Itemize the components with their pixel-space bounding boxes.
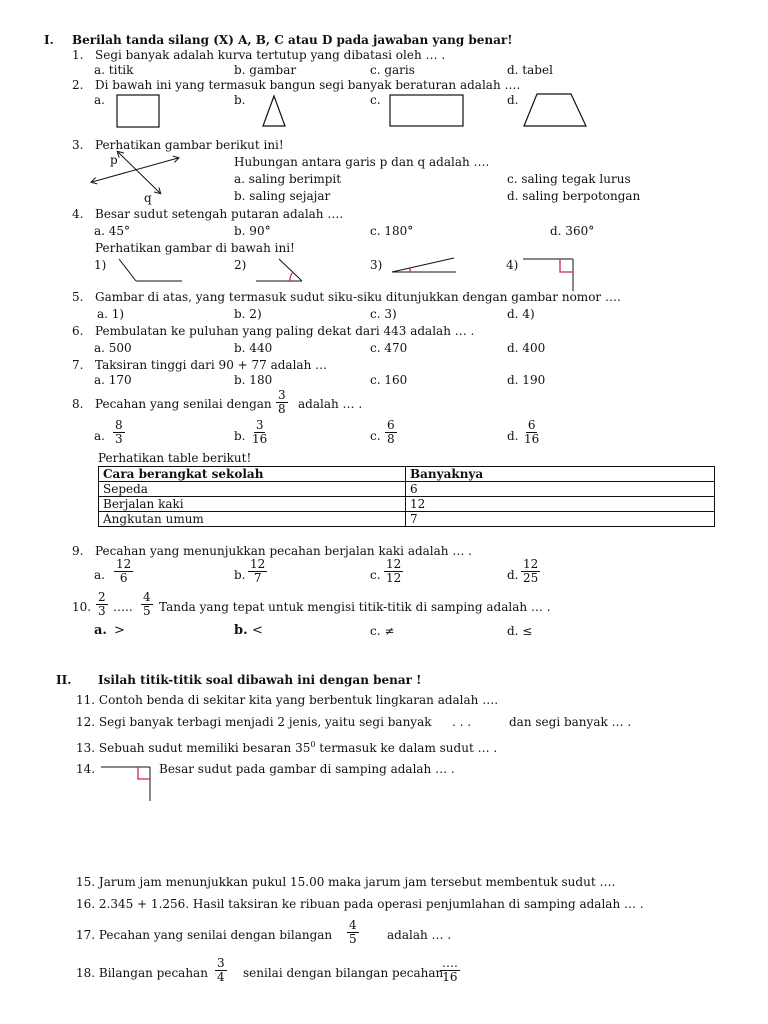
option-d: d. <box>507 568 519 582</box>
question-text: Di bawah ini yang termasuk bangun segi banyak beraturan adalah …. <box>95 78 521 92</box>
figure-label-4: 4) <box>506 258 519 272</box>
question-number: 7. <box>72 358 84 372</box>
option-d: d. tabel <box>507 63 553 77</box>
question-11: 11. Contoh benda di sekitar kita yang berbentuk lingkaran adalah …. <box>76 693 499 707</box>
option-d: d. ≤ <box>507 624 533 638</box>
section-number: II. <box>56 673 72 687</box>
question-15: 15. Jarum jam menunjukkan pukul 15.00 maka jarum jam tersebut membentuk sudut …. <box>76 875 616 889</box>
option-d: d. 190 <box>507 373 546 387</box>
option-d-fraction: $\frac{6}{16}$ <box>524 418 540 446</box>
question-number: 10. <box>72 600 92 614</box>
question-text: Tanda yang tepat untuk mengisi titik-titik di samping adalah … . <box>159 600 551 614</box>
question-16: 16. 2.345 + 1.256. Hasil taksiran ke ribuan pada operasi penjumlahan di samping adalah … . <box>76 897 644 911</box>
option-c: c. 470 <box>370 341 408 355</box>
question-number: 6. <box>72 324 84 338</box>
option-c: c. 3) <box>370 307 397 321</box>
question-text: Perhatikan gambar berikut ini! <box>95 138 284 152</box>
option-b: b. gambar <box>234 63 297 77</box>
option-c: c. <box>370 568 381 582</box>
option-c: c. 180° <box>370 224 414 238</box>
option-c-fraction: $\frac{6}{8}$ <box>387 418 395 446</box>
option-a: a. <box>94 568 105 582</box>
option-b: b. saling sejajar <box>234 189 331 203</box>
question-13: 13. Sebuah sudut memiliki besaran $35^0$ termasuk ke dalam sudut … . <box>76 740 498 755</box>
fraction: $\frac{4}{5}$ <box>349 918 357 946</box>
option-d: d. 360° <box>550 224 595 238</box>
table-cell: Berjalan kaki <box>99 497 406 512</box>
question-text: Segi banyak adalah kurva tertutup yang dibatasi oleh … . <box>95 48 446 62</box>
table-cell: 6 <box>406 482 715 497</box>
comparison-dots: ….. <box>113 600 133 614</box>
label-p: p <box>110 153 118 167</box>
table-intro: Perhatikan table berikut! <box>98 451 252 465</box>
option-c: c. 160 <box>370 373 408 387</box>
figure-label-1: 1) <box>94 258 107 272</box>
question-text: Pecahan yang menunjukkan pecahan berjalan kaki adalah … . <box>95 544 472 558</box>
option-b: < <box>252 623 263 638</box>
question-number: 8. <box>72 397 84 411</box>
question-17-end: adalah … . <box>387 928 452 942</box>
question-number: 2. <box>72 78 84 92</box>
section-number: I. <box>44 33 54 47</box>
option-b-letter: b. <box>234 623 248 638</box>
table-cell: Angkutan umum <box>99 512 406 527</box>
option-d: d. 400 <box>507 341 546 355</box>
question-17: 17. Pecahan yang senilai dengan bilangan <box>76 928 333 942</box>
option-c: c. garis <box>370 63 415 77</box>
option-b: b. 2) <box>234 307 262 321</box>
figure-label-2: 2) <box>234 258 247 272</box>
option-a: a. <box>94 429 105 443</box>
question-number: 14. <box>76 762 96 776</box>
question-number: 4. <box>72 207 84 221</box>
question-text: Pembulatan ke puluhan yang paling dekat dari 443 adalah … . <box>95 324 475 338</box>
question-text: Besar sudut setengah putaran adalah …. <box>95 207 344 221</box>
option-a: a. 45° <box>94 224 131 238</box>
question-number: 5. <box>72 290 84 304</box>
option-a: > <box>114 623 125 638</box>
table-cell: 12 <box>406 497 715 512</box>
option-a-letter: a. <box>94 623 107 638</box>
fraction-left: $\frac{2}{3}$ <box>98 590 106 618</box>
option-c: c. ≠ <box>370 624 395 638</box>
option-d: d. <box>507 429 519 443</box>
table-cell: Sepeda <box>99 482 406 497</box>
question-18: 18. Bilangan pecahan <box>76 966 208 980</box>
option-b: b. 440 <box>234 341 273 355</box>
section-title: Isilah titik-titik soal dibawah ini dengan benar ! <box>98 673 422 687</box>
fraction-blank: …. 16 <box>442 956 458 984</box>
option-c: c. saling tegak lurus <box>507 172 631 186</box>
option-d: d. saling berpotongan <box>507 189 641 203</box>
option-a-fraction: $\frac{12}{6}$ <box>116 557 132 585</box>
option-b-fraction: $\frac{3}{16}$ <box>252 418 268 446</box>
question-number: 1. <box>72 48 84 62</box>
option-c: c. <box>370 93 381 107</box>
option-b: b. <box>234 93 246 107</box>
question-text: Gambar di atas, yang termasuk sudut siku-siku ditunjukkan dengan gambar nomor …. <box>95 290 621 304</box>
option-c: c. <box>370 429 381 443</box>
option-d: d. <box>507 93 519 107</box>
question-18-mid: senilai dengan bilangan pecahan <box>243 966 444 980</box>
option-a: a. titik <box>94 63 134 77</box>
option-a: a. 170 <box>94 373 132 387</box>
option-d: d. 4) <box>507 307 535 321</box>
option-b: b. 180 <box>234 373 273 387</box>
option-b: b. <box>234 568 246 582</box>
table-header: Cara berangkat sekolah <box>99 467 406 482</box>
question-text: Besar sudut pada gambar di samping adalah … . <box>159 762 455 776</box>
blank-dots: . . . <box>452 715 472 729</box>
question-number: 9. <box>72 544 84 558</box>
option-a: a. saling berimpit <box>234 172 342 186</box>
figure-label-3: 3) <box>370 258 383 272</box>
option-b-fraction: $\frac{12}{7}$ <box>250 557 266 585</box>
table-header: Banyaknya <box>406 467 715 482</box>
figure-instruction: Perhatikan gambar di bawah ini! <box>95 241 295 255</box>
option-a: a. <box>94 93 105 107</box>
option-b: b. 90° <box>234 224 271 238</box>
question-stem: Hubungan antara garis p dan q adalah …. <box>234 155 490 169</box>
option-a: a. 1) <box>97 307 125 321</box>
option-a: a. 500 <box>94 341 132 355</box>
question-number: 3. <box>72 138 84 152</box>
question-text: Taksiran tinggi dari 90 + 77 adalah … <box>95 358 328 372</box>
question-12: 12. Segi banyak terbagi menjadi 2 jenis, yaitu segi banyak <box>76 715 432 729</box>
question-text-end: adalah … . <box>298 397 363 411</box>
question-text: Pecahan yang senilai dengan <box>95 397 272 411</box>
question-12-end: dan segi banyak … . <box>509 715 632 729</box>
option-c-fraction: $\frac{12}{12}$ <box>386 557 402 585</box>
label-q: q <box>144 191 152 205</box>
option-b: b. <box>234 429 246 443</box>
fraction: $\frac{3}{4}$ <box>217 956 225 984</box>
fraction: $\frac{3}{8}$ <box>278 388 286 416</box>
fraction-right: $\frac{4}{5}$ <box>143 590 151 618</box>
section-title: Berilah tanda silang (X) A, B, C atau D pada jawaban yang benar! <box>72 33 513 47</box>
option-d-fraction: $\frac{12}{25}$ <box>523 557 539 585</box>
option-a-fraction: $\frac{8}{3}$ <box>115 418 123 446</box>
table-cell: 7 <box>406 512 715 527</box>
